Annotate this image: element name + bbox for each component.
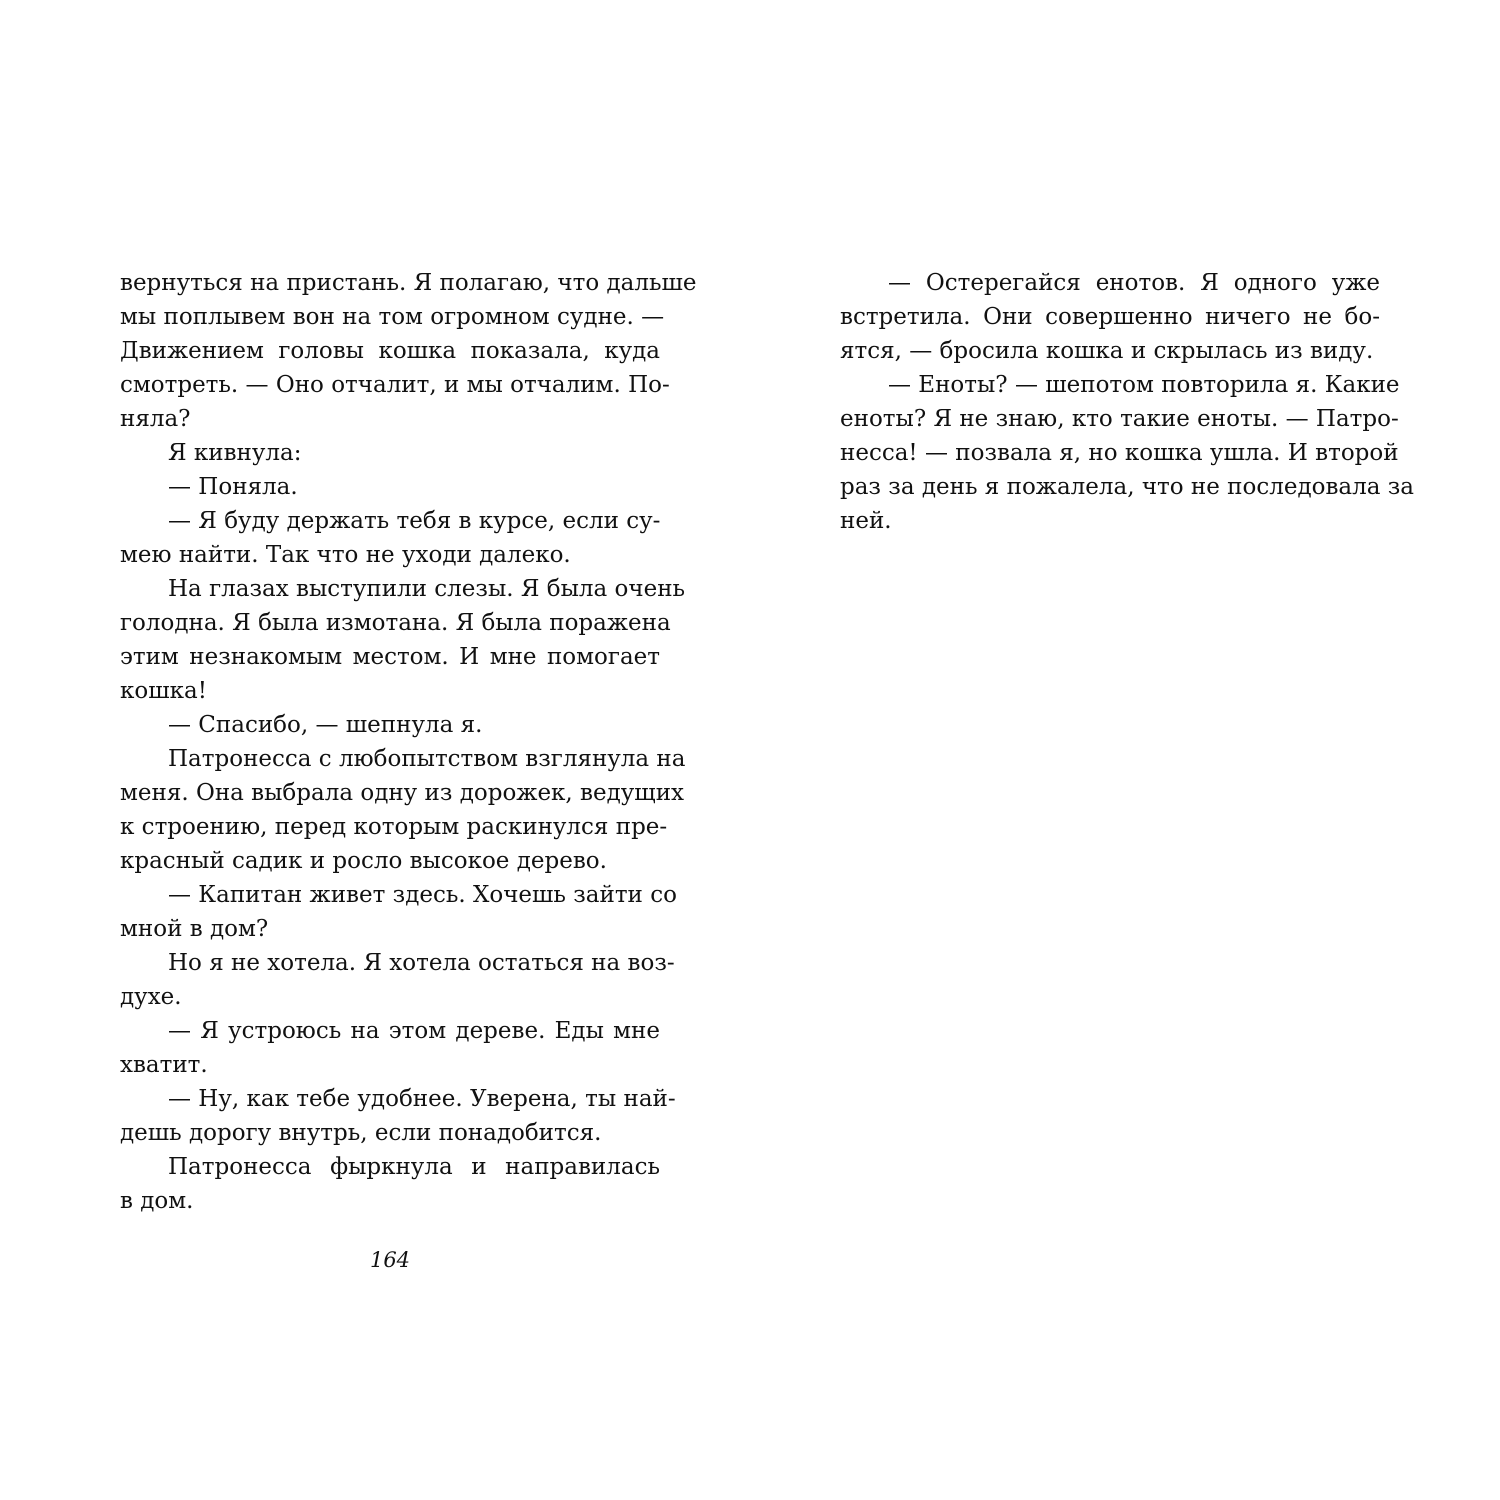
- text-line: раз за день я пожалела, что не последовала за: [840, 474, 1415, 500]
- text-line: — Спасибо, — шепнула я.: [168, 712, 483, 738]
- text-line: мной в дом?: [120, 916, 269, 942]
- text-line: Движением головы кошка показала, куда: [120, 338, 660, 364]
- text-line: Но я не хотела. Я хотела остаться на воз-: [168, 950, 675, 976]
- left-page-text: [120, 266, 697, 1218]
- text-line: этим незнакомым местом. И мне помогает: [120, 644, 660, 670]
- text-line: — Ну, как тебе удобнее. Уверена, ты най-: [168, 1086, 676, 1112]
- text-line: ней.: [840, 508, 892, 534]
- text-line: смотреть. — Оно отчалит, и мы отчалим. По-: [120, 372, 670, 398]
- text-line: — Я устроюсь на этом дереве. Еды мне: [168, 1018, 660, 1044]
- text-line: ятся, — бросила кошка и скрылась из виду.: [840, 338, 1374, 364]
- right-page-text: [840, 266, 1415, 538]
- text-line: несса! — позвала я, но кошка ушла. И второй: [840, 440, 1399, 466]
- text-line: в дом.: [120, 1188, 194, 1214]
- text-line: На глазах выступили слезы. Я была очень: [168, 576, 686, 602]
- text-line: красный садик и росло высокое дерево.: [120, 848, 607, 874]
- text-line: Патронесса фыркнула и направилась: [168, 1154, 660, 1180]
- text-line: хватит.: [120, 1052, 208, 1078]
- text-line: Патронесса с любопытством взглянула на: [168, 746, 686, 772]
- text-line: еноты? Я не знаю, кто такие еноты. — Патро-: [840, 406, 1399, 432]
- text-line: мею найти. Так что не уходи далеко.: [120, 542, 571, 568]
- text-line: мы поплывем вон на том огромном судне. —: [120, 304, 665, 330]
- text-line: дешь дорогу внутрь, если понадобится.: [120, 1120, 602, 1146]
- text-line: к строению, перед которым раскинулся пре-: [120, 814, 668, 840]
- text-line: духе.: [120, 984, 182, 1010]
- page-number: 164: [369, 1248, 411, 1272]
- text-line: Я кивнула:: [168, 440, 302, 466]
- text-line: — Остерегайся енотов. Я одного уже: [888, 270, 1380, 296]
- text-line: — Поняла.: [168, 474, 298, 500]
- text-line: меня. Она выбрала одну из дорожек, ведущих: [120, 780, 684, 806]
- text-line: — Еноты? — шепотом повторила я. Какие: [888, 372, 1400, 398]
- text-line: голодна. Я была измотана. Я была поражена: [120, 610, 671, 636]
- text-line: — Я буду держать тебя в курсе, если су-: [168, 508, 661, 534]
- text-line: няла?: [120, 406, 191, 432]
- text-line: встретила. Они совершенно ничего не бо-: [840, 304, 1380, 330]
- text-line: — Капитан живет здесь. Хочешь зайти со: [168, 882, 677, 908]
- text-line: вернуться на пристань. Я полагаю, что дальше: [120, 270, 697, 296]
- text-line: кошка!: [120, 678, 207, 704]
